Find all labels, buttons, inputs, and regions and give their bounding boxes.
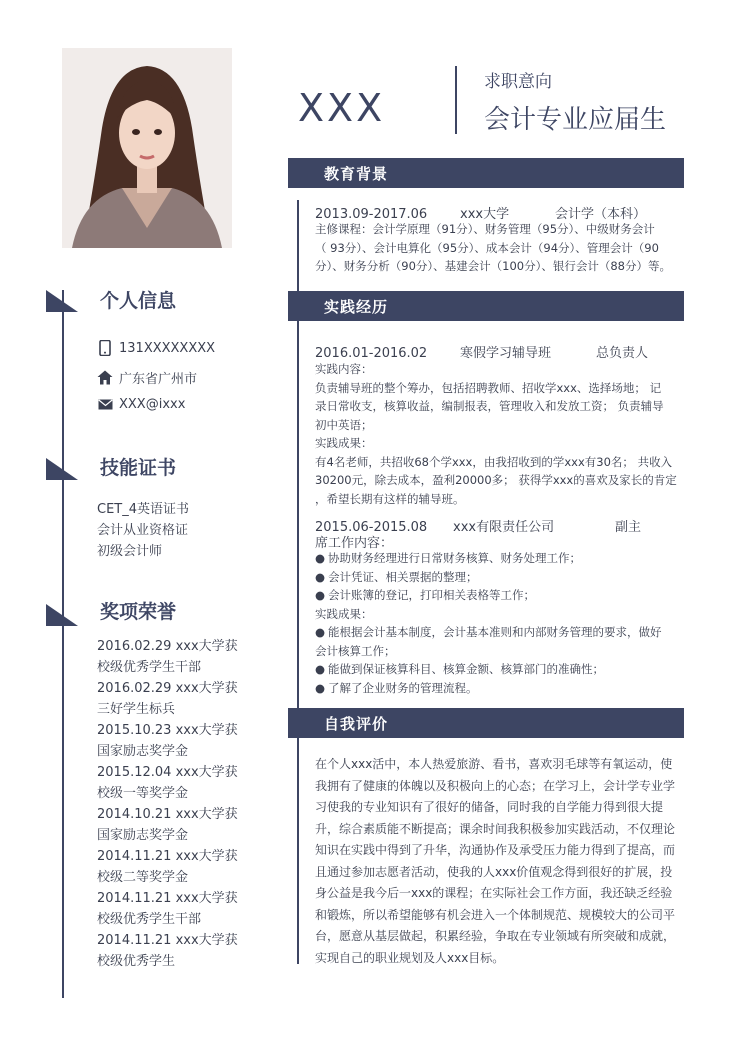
skills-list bbox=[97, 499, 189, 562]
self-eval-line: 知识在实践中得到了升华，沟通协作及承受压力能力得到了提高，而 bbox=[315, 843, 676, 857]
self-eval-line: 升，综合素质能不断提高；课余时间我积极参加实践活动，不仅理论 bbox=[315, 821, 676, 836]
left-timeline-line bbox=[62, 290, 64, 998]
award-line: 国家励志奖学金 bbox=[97, 828, 189, 843]
award-line: 2016.02.29 xxx大学获 bbox=[97, 639, 238, 654]
address-row bbox=[97, 368, 197, 387]
education-school: xxx大学 bbox=[460, 207, 510, 222]
section-marker-icon bbox=[46, 604, 78, 626]
award-line: 2015.10.23 xxx大学获 bbox=[97, 723, 238, 738]
practice-line: 录日常收支，核算收益，编制报表，管理收入和发放工资； 负责辅导 bbox=[315, 399, 664, 413]
practice-org: 寒假学习辅导班 bbox=[460, 346, 552, 361]
practice-item1-body bbox=[315, 360, 705, 508]
practice-item2-body bbox=[315, 549, 705, 697]
self-eval-line: 台，愿意从基层做起，积累经验，争取在专业领域有所突破和成就， bbox=[315, 929, 676, 943]
education-title: 教育背景 bbox=[324, 165, 389, 183]
award-line: 2014.11.21 xxx大学获 bbox=[97, 849, 238, 864]
practice-line: 有4名老师，共招收68个学xxx，由我招收到的学xxx有30名； 共收入 bbox=[315, 454, 673, 469]
result-bullet: ● 能做到保证核算科目、核算金额、核算部门的准确性； bbox=[315, 660, 705, 679]
education-major: 会计学（本科） bbox=[555, 207, 647, 222]
email-icon bbox=[97, 396, 113, 412]
award-line: 2014.11.21 xxx大学获 bbox=[97, 891, 238, 906]
address-text: 广东省广州市 bbox=[119, 372, 198, 387]
result-label: 实践成果： bbox=[315, 606, 373, 621]
home-icon bbox=[97, 370, 113, 386]
duty-bullet: ● 会计账簿的登记，打印相关表格等工作； bbox=[315, 586, 705, 605]
job-intention-label: 求职意向 bbox=[484, 72, 552, 92]
skill-item: CET_4英语证书 bbox=[97, 502, 190, 517]
practice-line: 负责辅导班的整个筹办，包括招聘教师、招收学xxx、选择场地； 记 bbox=[315, 380, 662, 395]
candidate-name: XXX bbox=[298, 86, 386, 130]
practice-section-bar bbox=[288, 291, 684, 321]
education-courses bbox=[315, 220, 705, 276]
practice-period: 2015.06-2015.08 bbox=[315, 520, 428, 535]
email-text: XXX@ixxx bbox=[119, 396, 186, 412]
phone-row bbox=[97, 340, 215, 356]
self-eval-body bbox=[315, 754, 701, 969]
duty-bullet: ● 协助财务经理进行日常财务核算、财务处理工作； bbox=[315, 549, 705, 568]
award-line: 2014.11.21 xxx大学获 bbox=[97, 933, 238, 948]
education-section-bar bbox=[288, 158, 684, 188]
self-eval-section-bar bbox=[288, 708, 684, 738]
skill-item: 会计从业资格证 bbox=[97, 523, 189, 538]
self-eval-line: 我拥有了健康的体魄以及积极向上的心态；在学习上，会计学专业学 bbox=[315, 778, 676, 793]
practice-period: 2016.01-2016.02 bbox=[315, 346, 428, 361]
self-eval-line: 实现自己的职业规划及人xxx目标。 bbox=[315, 950, 505, 965]
award-line: 2014.10.21 xxx大学获 bbox=[97, 807, 238, 822]
courses-line: （ 93分）、会计电算化（95分）、成本会计（94分）、管理会计（90 bbox=[315, 240, 659, 255]
section-marker-icon bbox=[46, 458, 78, 480]
job-intention-value: 会计专业应届生 bbox=[484, 105, 667, 135]
self-eval-line: 在个人xxx活中，本人热爱旅游、看书，喜欢羽毛球等有氧运动，使 bbox=[315, 757, 673, 771]
practice-line: 实践成果： bbox=[315, 436, 373, 450]
courses-line: 主修课程：会计学原理（91分）、财务管理（95分）、中级财务会计 bbox=[315, 222, 655, 236]
self-eval-line: 身公益是我今后一xxx的课程；在实际社会工作方面，我还缺乏经验 bbox=[315, 886, 673, 900]
practice-role: 副主 bbox=[615, 520, 642, 535]
email-row bbox=[97, 396, 185, 412]
self-eval-title: 自我评价 bbox=[324, 715, 389, 733]
self-eval-line: 和锻炼，所以希望能够有机会进入一个体制规范、规模较大的公司平 bbox=[315, 907, 676, 922]
practice-line: ，希望长期有这样的辅导班。 bbox=[315, 491, 465, 506]
phone-number: 131XXXXXXXX bbox=[119, 340, 216, 356]
practice-org: xxx有限责任公司 bbox=[453, 520, 555, 535]
result-bullet: ● 了解了企业财务的管理流程。 bbox=[315, 679, 705, 698]
section-marker-icon bbox=[46, 290, 78, 312]
result-bullet-cont: 会计核算工作； bbox=[315, 643, 396, 658]
award-line: 校级优秀学生干部 bbox=[97, 912, 202, 927]
award-line: 校级优秀学生干部 bbox=[97, 660, 202, 675]
skills-title: 技能证书 bbox=[100, 457, 177, 479]
skill-item: 初级会计师 bbox=[97, 544, 163, 559]
award-line: 三好学生标兵 bbox=[97, 702, 176, 717]
personal-info-title: 个人信息 bbox=[100, 290, 177, 312]
self-eval-line: 且通过参加志愿者活动，使我的人xxx价值观念得到很好的扩展，投 bbox=[315, 864, 673, 879]
phone-icon bbox=[97, 340, 113, 356]
award-line: 校级二等奖学金 bbox=[97, 870, 189, 885]
practice-title: 实践经历 bbox=[324, 298, 389, 316]
practice-line: 30200元，除去成本，盈利20000多； 获得学xxx的喜欢及家长的肯定 bbox=[315, 473, 677, 487]
result-bullet: ● 能根据会计基本制度，会计基本准则和内部财务管理的要求，做好 bbox=[315, 623, 705, 642]
education-period: 2013.09-2017.06 bbox=[315, 207, 428, 222]
duty-bullet: ● 会计凭证、相关票据的整理； bbox=[315, 568, 705, 587]
self-eval-line: 习使我的专业知识有了很好的储备，同时我的自学能力得到很大提 bbox=[315, 800, 664, 814]
practice-role: 总负责人 bbox=[596, 346, 649, 361]
award-line: 2016.02.29 xxx大学获 bbox=[97, 681, 238, 696]
awards-title: 奖项荣誉 bbox=[100, 601, 177, 623]
awards-list bbox=[97, 636, 238, 972]
award-line: 2015.12.04 xxx大学获 bbox=[97, 765, 238, 780]
practice-line: 实践内容： bbox=[315, 362, 373, 376]
award-line: 校级一等奖学金 bbox=[97, 786, 189, 801]
courses-line: 分）、财务分析（90分）、基建会计（100分）、银行会计（88分）等。 bbox=[315, 259, 671, 273]
header-divider bbox=[455, 66, 457, 134]
award-line: 国家励志奖学金 bbox=[97, 744, 189, 759]
profile-photo bbox=[62, 48, 232, 248]
practice-item1-row bbox=[315, 342, 648, 361]
award-line: 校级优秀学生 bbox=[97, 954, 176, 969]
practice-item2-role-cont: 席工作内容： bbox=[315, 536, 394, 551]
practice-line: 初中英语； bbox=[315, 417, 373, 432]
